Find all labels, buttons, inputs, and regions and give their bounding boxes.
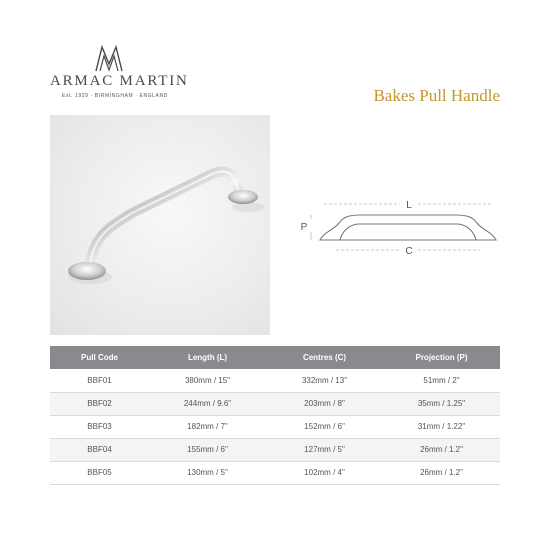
table-row [50, 461, 500, 484]
cell-centres: 102mm / 4" [266, 461, 383, 484]
logo-mark-icon [94, 44, 124, 72]
cell-centres: 127mm / 5" [266, 438, 383, 461]
cell-length: 244mm / 9.6" [149, 392, 266, 415]
cell-pull-code: BBF01 [50, 369, 149, 392]
header-projection: Projection (P) [383, 346, 500, 369]
table-row [50, 438, 500, 461]
header-length: Length (L) [149, 346, 266, 369]
specification-table [50, 346, 500, 485]
cell-length: 182mm / 7" [149, 415, 266, 438]
cell-pull-code: BBF03 [50, 415, 149, 438]
product-title: Bakes Pull Handle [373, 86, 500, 105]
projection-label: P [300, 222, 308, 233]
header-pull-code: Pull Code [50, 346, 149, 369]
cell-centres: 332mm / 13" [266, 369, 383, 392]
cell-length: 155mm / 6" [149, 438, 266, 461]
cell-length: 380mm / 15" [149, 369, 266, 392]
table-header-row [50, 346, 500, 369]
header-centres: Centres (C) [266, 346, 383, 369]
table-row [50, 415, 500, 438]
cell-centres: 203mm / 8" [266, 392, 383, 415]
cell-projection: 35mm / 1.25" [383, 392, 500, 415]
cell-projection: 31mm / 1.22" [383, 415, 500, 438]
pull-handle-image [50, 115, 270, 335]
brand-tagline: Est. 1929 · BIRMINGHAM · ENGLAND [62, 93, 168, 99]
length-label: L [406, 200, 412, 211]
table-row [50, 369, 500, 392]
dimension-diagram [296, 188, 506, 266]
product-photo [50, 115, 270, 335]
brand-logo [50, 44, 189, 108]
table-row [50, 392, 500, 415]
cell-pull-code: BBF04 [50, 438, 149, 461]
cell-centres: 152mm / 6" [266, 415, 383, 438]
brand-name: ARMAC MARTIN [50, 73, 189, 89]
cell-projection: 51mm / 2" [383, 369, 500, 392]
cell-pull-code: BBF02 [50, 392, 149, 415]
centres-label: C [405, 246, 413, 257]
cell-length: 130mm / 5" [149, 461, 266, 484]
cell-projection: 26mm / 1.2" [383, 461, 500, 484]
cell-projection: 26mm / 1.2" [383, 438, 500, 461]
cell-pull-code: BBF05 [50, 461, 149, 484]
